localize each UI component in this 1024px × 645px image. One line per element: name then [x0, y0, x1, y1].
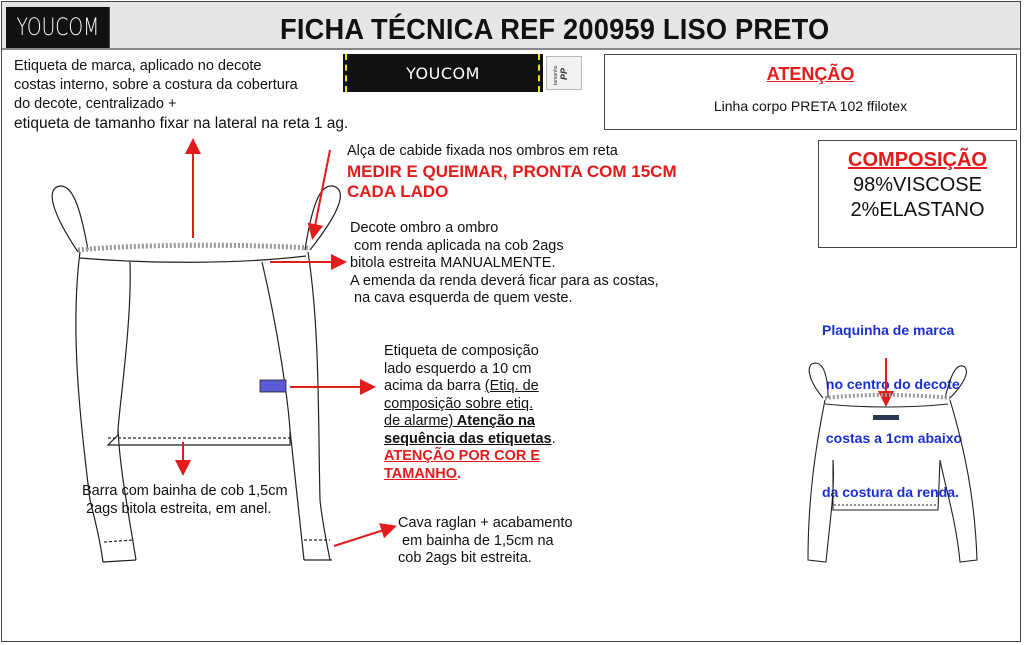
composition-line-2: 2%ELASTANO: [850, 199, 985, 221]
note-line: em bainha de 1,5cm na: [398, 532, 554, 549]
back-right-sleeve: [940, 400, 977, 562]
back-left-sleeve: [808, 400, 833, 562]
left-hanger-loop-drawing: [52, 186, 88, 252]
brand-logo: YOUCOM: [6, 7, 110, 48]
note-line: cob 2ags bit estreita.: [398, 550, 532, 566]
note-span: de alarme): [384, 413, 454, 429]
note-line: Etiqueta de composição: [384, 343, 539, 359]
note-line: Barra com bainha de cob 1,5cm: [82, 483, 288, 499]
note-span: acima da barra: [384, 378, 485, 394]
right-sleeve-outer: [308, 252, 330, 560]
arrow-to-sleeve-note: [334, 527, 393, 546]
note-line: no centro do decote: [822, 376, 960, 392]
note-line: Plaquinha de marca: [822, 322, 955, 338]
front-view: [52, 186, 340, 562]
back-brand-plate: [873, 415, 899, 420]
back-neckline-seam: [825, 404, 948, 407]
back-left-hanger-loop: [809, 363, 828, 398]
composition-label-drawing: [260, 380, 286, 392]
note-line: costas a 1cm abaixo: [822, 430, 963, 446]
back-body: [833, 460, 940, 510]
back-right-hanger-loop: [945, 366, 966, 398]
note-line: do decote, centralizado +: [14, 96, 177, 112]
page-title: FICHA TÉCNICA REF 200959 LISO PRETO: [280, 14, 830, 46]
note-line: na cava esquerda de quem veste.: [350, 290, 573, 306]
back-lace-trim: [825, 395, 950, 398]
hanger-loop-note: Alça de cabide fixada nos ombros em reta: [347, 143, 618, 159]
composition-line-1: 98%VISCOSE: [853, 174, 982, 196]
note-line: com renda aplicada na cob 2ags: [350, 237, 564, 254]
left-sleeve-outer: [76, 252, 103, 562]
back-view: [808, 363, 977, 562]
note-span: sequência das etiquetas: [384, 430, 552, 447]
note-span: (Etiq. de: [484, 378, 539, 394]
note-line: lado esquerdo a 10 cm: [384, 360, 532, 377]
attention-text: Linha corpo PRETA 102 ffilotex: [713, 98, 908, 114]
note-line: ATENÇÃO POR COR E: [384, 448, 541, 464]
warning-line: MEDIR E QUEIMAR, PRONTA COM 15CM: [347, 162, 677, 181]
left-cuff-stitch: [104, 540, 134, 542]
note-span: Atenção na: [453, 413, 535, 429]
attention-title: ATENÇÃO: [766, 64, 855, 84]
brand-label-text: YOUCOM: [406, 64, 480, 83]
left-cuff: [103, 560, 136, 562]
arrow-to-hanger-loop: [313, 150, 330, 236]
note-span: .: [457, 465, 462, 482]
note-line: 2ags bitola estreita, em anel.: [86, 500, 272, 517]
note-line: Etiqueta de marca, aplicado no decote: [14, 58, 262, 74]
size-tag-caption: tamanho: [553, 65, 559, 85]
warning-line: CADA LADO: [347, 182, 449, 201]
right-hanger-loop-drawing: [305, 186, 340, 250]
note-line: da costura da renda.: [822, 484, 959, 500]
lace-trim-drawing: [78, 245, 310, 250]
note-line: A emenda da renda deverá ficar para as costas,: [350, 272, 659, 289]
note-span: .: [551, 430, 556, 447]
note-line: bitola estreita MANUALMENTE.: [350, 255, 556, 271]
note-line: costas interno, sobre a costura da cobertura: [14, 77, 298, 93]
note-line: etiqueta de tamanho fixar na lateral na reta 1 ag.: [14, 115, 349, 132]
note-line: Decote ombro a ombro: [350, 220, 499, 236]
note-line: composição sobre etiq.: [384, 395, 534, 412]
note-span: TAMANHO: [384, 465, 458, 482]
composition-title: COMPOSIÇÃO: [848, 149, 987, 171]
right-sleeve-inner: [262, 262, 304, 560]
note-line: Cava raglan + acabamento: [398, 515, 573, 531]
size-tag-value: PP: [559, 67, 570, 81]
left-sleeve-inner: [118, 262, 136, 560]
